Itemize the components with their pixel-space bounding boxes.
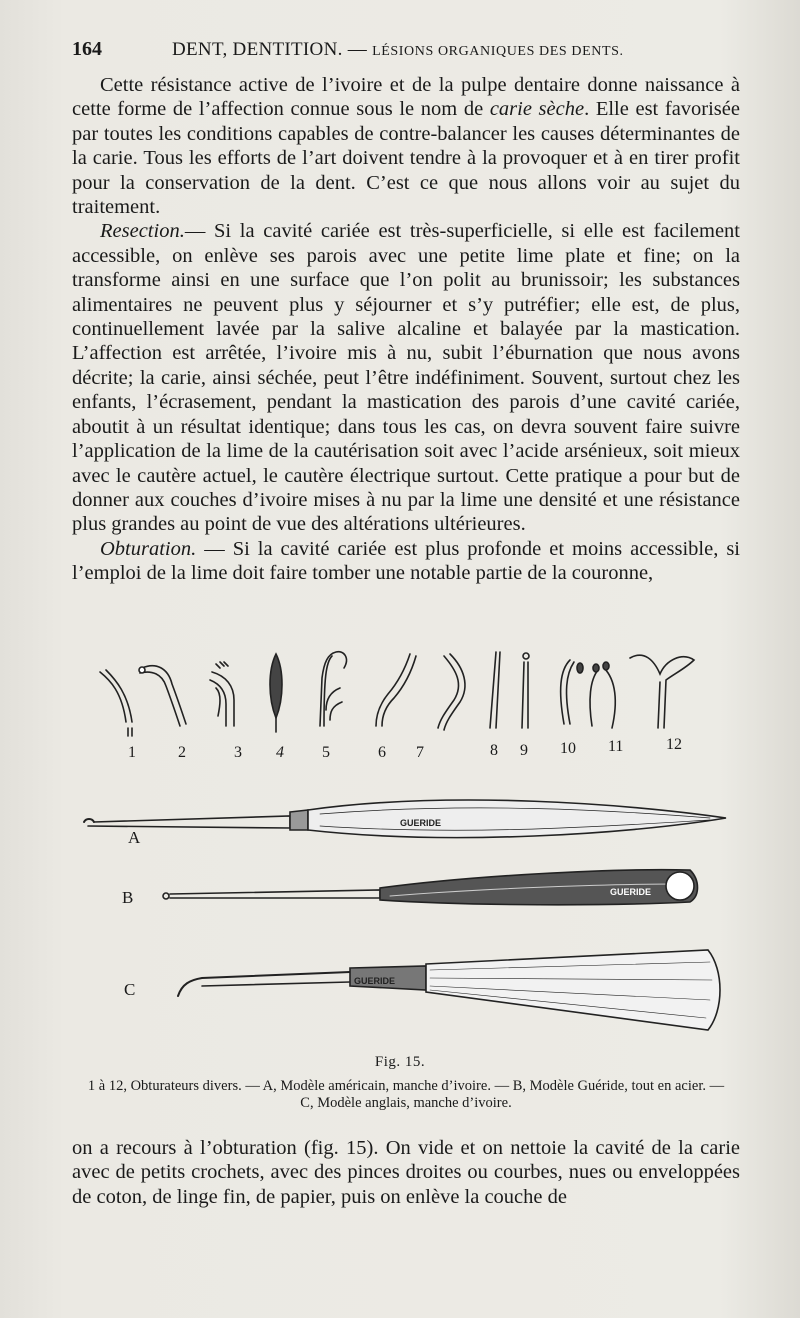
handle-stamp-b: GUERIDE bbox=[610, 887, 652, 897]
obturator-1 bbox=[100, 670, 132, 736]
obturator-12 bbox=[630, 655, 694, 728]
handle-stamp-c: GUERIDE bbox=[354, 976, 396, 986]
paragraph-text: . Elle est favorisée par toutes les conditions capables de contre-balancer les causes déterminantes de la carie. Tous les efforts de l’art doivent tendre à la provoquer et à en tirer profit pour la conservation de la dent. C’est ce que nous allons voir au sujet du traitement. bbox=[72, 98, 740, 219]
page-header bbox=[72, 38, 732, 64]
figure-number-8: 8 bbox=[490, 742, 498, 759]
bottom-text-block bbox=[72, 1136, 740, 1209]
top-text-block bbox=[72, 73, 740, 586]
obturator-2 bbox=[139, 666, 186, 726]
figure-15 bbox=[70, 640, 750, 1050]
figure-number-2: 2 bbox=[178, 744, 186, 761]
paragraph-obturation bbox=[72, 537, 740, 586]
running-title-section: LÉSIONS ORGANIQUES DES DENTS. bbox=[372, 44, 624, 59]
figure-letter-b: B bbox=[122, 888, 134, 907]
figure-number-9: 9 bbox=[520, 742, 528, 759]
handle-stamp-a: GUERIDE bbox=[400, 818, 442, 828]
italic-heading: Resection. bbox=[100, 220, 185, 243]
paragraph-text: — Si la cavité cariée est plus profonde et moins accessible, si l’emploi de la lime doit faire tomber une notable partie de la couronne, bbox=[72, 537, 740, 585]
obturator-9 bbox=[522, 653, 529, 728]
paragraph-text: Cette résistance active de l’ivoire et de la pulpe dentaire donne naissance à cette forme de l’affection connue sous le nom de bbox=[72, 74, 740, 121]
figure-letter-c: C bbox=[124, 980, 136, 999]
obturator-10 bbox=[561, 660, 583, 724]
paragraph-continuation: on a recours à l’obturation (fig. 15). On vide et on nettoie la cavité de la carie avec de petits crochets, avec des pinces droites ou courbes, nues ou enveloppées de coton, de linge fin, de papier, puis on enlève la couche de bbox=[72, 1137, 740, 1208]
figure-number-11: 11 bbox=[608, 738, 624, 755]
figure-number-4: 4 bbox=[276, 744, 284, 761]
instruments-illustration bbox=[70, 640, 750, 1050]
figure-number-7: 7 bbox=[416, 744, 424, 761]
figure-number-6: 6 bbox=[378, 744, 386, 761]
figure-caption-title: Fig. 15. bbox=[374, 1054, 426, 1070]
running-title-dash: — bbox=[347, 39, 368, 60]
obturator-3 bbox=[210, 662, 234, 726]
running-title-main: DENT, DENTITION. bbox=[172, 39, 343, 60]
paragraph-text: — Si la cavité cariée est très-superficielle, si elle est facilement accessible, on enlève ses parois avec une petite lime plate et fine; on la transforme ainsi en une surface que l’on polit au brunissoir; les substances alimentaires ne peuvent plus y séjourner et s’y putréfier; elle est, de plus, continuellement lavée par la salive alcaline et balayée par la mastication. L’affection est arrêtée, l’ivoire mis à nu, subit l’éburnation que nous avons décrite; la carie, ainsi séchée, peut l’être indéfiniment. Souvent, surtout chez les enfants, l’écrasement, pendant la mastication des parois d’une cavité cariée, aboutit à un résultat identique; dans tous les cas, on devra souvent faire suivre l’application de la lime de la cautérisation soit avec l’acide arsénieux, soit mieux avec le cautère actuel, le cautère électrique surtout. Cette pratique a pour but de donner aux couches d’ivoire mises à nu par la lime une densité et une résistance plus grandes au point de vue des altérations ultérieures. bbox=[72, 220, 740, 536]
italic-heading: Obturation. bbox=[100, 537, 197, 560]
obturator-4 bbox=[270, 654, 282, 732]
figure-number-1: 1 bbox=[128, 744, 136, 761]
page-number: 164 bbox=[72, 38, 102, 60]
figure-number-12: 12 bbox=[666, 736, 682, 753]
paragraph-carie-seche bbox=[72, 73, 740, 219]
figure-letter-a: A bbox=[128, 828, 141, 847]
paragraph-resection bbox=[72, 219, 740, 536]
figure-number-3: 3 bbox=[234, 744, 242, 761]
figure-number-5: 5 bbox=[322, 744, 330, 761]
instrument-c bbox=[178, 950, 720, 1030]
obturator-6 bbox=[376, 654, 416, 726]
figure-number-10: 10 bbox=[560, 740, 576, 757]
figure-caption-text: 1 à 12, Obturateurs divers. — A, Modèle américain, manche d’ivoire. — B, Modèle Guéride, tout en acier. — C, Modèle anglais, manche d’ivoire. bbox=[87, 1078, 725, 1111]
obturator-7 bbox=[438, 654, 465, 730]
obturator-8 bbox=[490, 652, 500, 728]
obturator-5 bbox=[320, 652, 346, 726]
obturator-11 bbox=[590, 662, 615, 728]
italic-term: carie sèche bbox=[489, 98, 585, 121]
running-title bbox=[172, 39, 624, 61]
